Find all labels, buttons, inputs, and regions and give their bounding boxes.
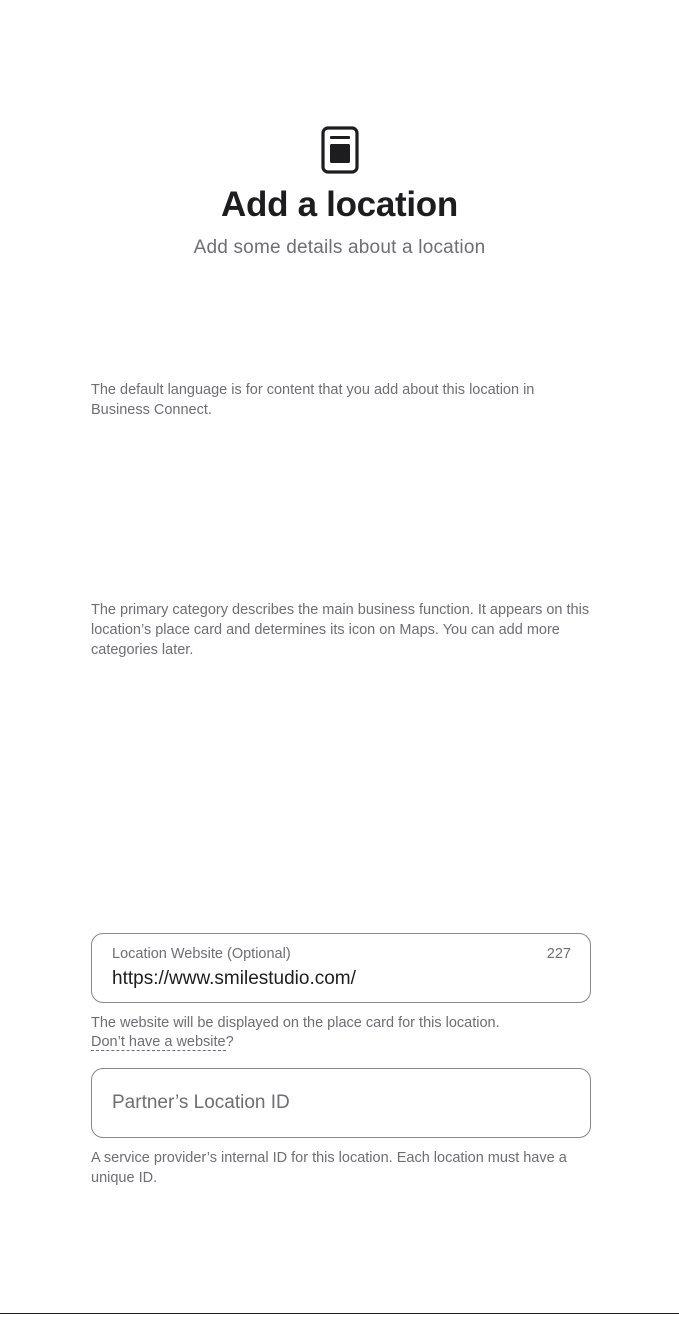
partner-location-id-field[interactable]: [91, 1068, 591, 1138]
page-title: Add a location: [221, 185, 458, 224]
category-helper-text: The primary category describes the main business function. It appears on this location’s place card and determines its icon on Maps. You can add more categories later.: [91, 602, 590, 658]
website-field-label: Location Website (Optional): [112, 946, 291, 962]
no-website-suffix: ?: [225, 1034, 234, 1050]
language-helper-text: The default language is for content that you add about this location in Business Connect.: [91, 382, 535, 418]
no-website-link[interactable]: Don’t have a website: [91, 1034, 226, 1050]
website-input[interactable]: [112, 968, 572, 990]
partner-id-helper-text: A service provider’s internal ID for this location. Each location must have a unique ID.: [91, 1150, 567, 1186]
footer-divider: [0, 1313, 679, 1314]
website-char-counter: 227: [546, 946, 571, 962]
no-website-line: [91, 1032, 234, 1052]
tablet-icon: [321, 126, 359, 174]
page-subtitle: Add some details about a location: [193, 237, 486, 258]
website-field[interactable]: [91, 933, 591, 1003]
partner-location-id-input[interactable]: [112, 1069, 572, 1137]
website-helper-text: The website will be displayed on the place card for this location.: [91, 1015, 500, 1031]
